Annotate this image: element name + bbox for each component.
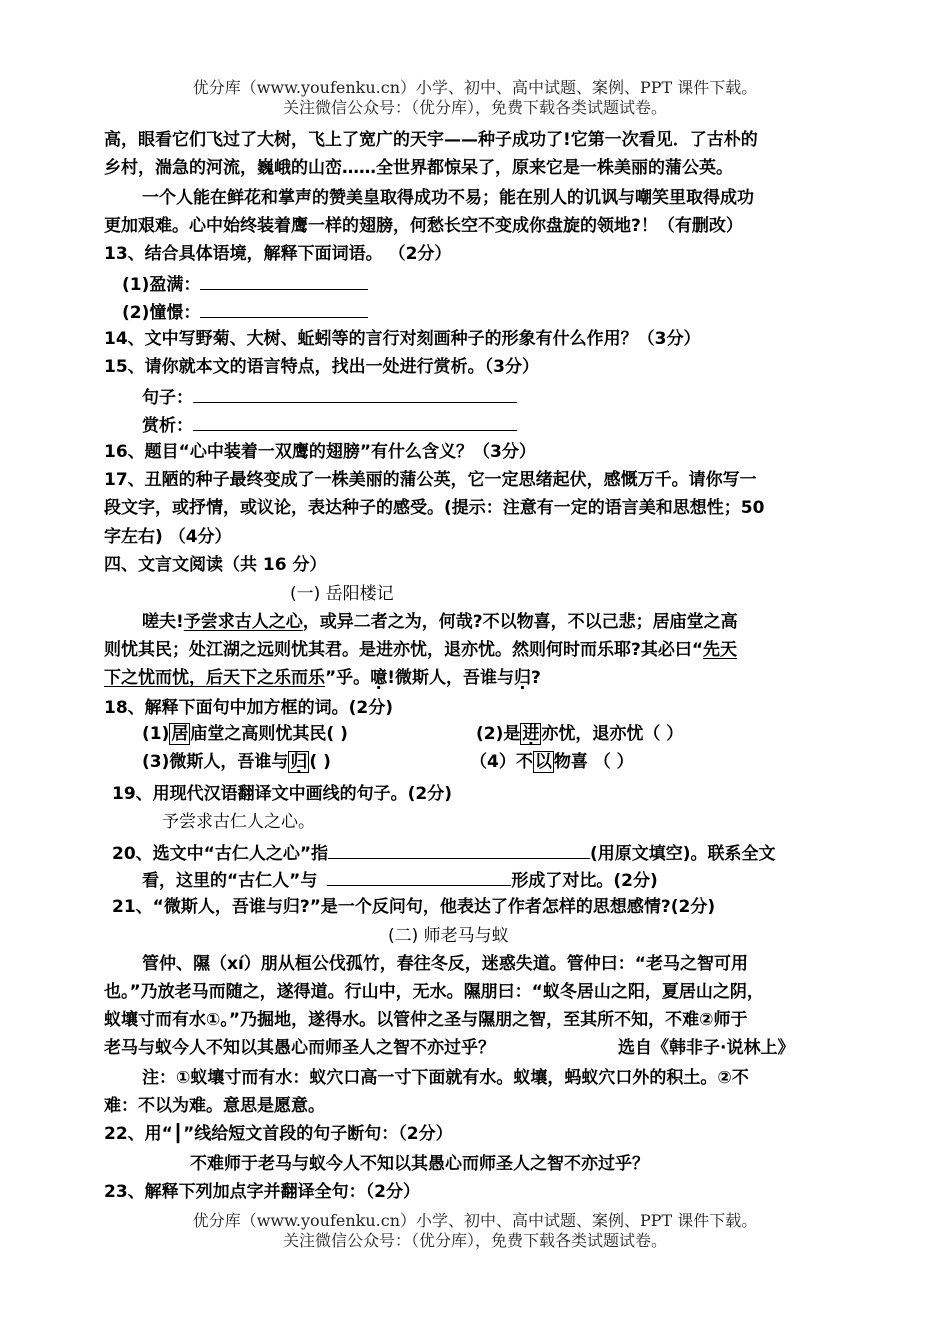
text-span: 形成了对比。(2分)	[511, 871, 658, 891]
classical-text-line: 老马与蚁今人不知以其愚心而师圣人之智不亦过乎？	[104, 1038, 495, 1058]
question-20-line-2	[142, 867, 658, 893]
text-span: (3)微斯人，吾谁与	[142, 752, 289, 772]
passage-line: 更加艰难。心中始终装着鹰一样的翅膀，何愁长空不变成你盘旋的领地?！（有删改）	[104, 216, 743, 236]
text-span: ?	[530, 668, 541, 688]
dotted-character: 噫	[370, 668, 388, 688]
answer-blank[interactable]	[327, 867, 511, 886]
note-line: 难：不以为难。意思是愿意。	[104, 1096, 325, 1116]
q18-item-1	[142, 722, 348, 746]
answer-blank[interactable]	[200, 299, 368, 318]
question-17-line-1: 17、丑陋的种子最终变成了一株美丽的蒲公英，它一定思绪起伏，感慨万千。请你写一	[104, 470, 757, 490]
header-line-1: 优分库（www.youfenku.cn）小学、初中、高中试题、案例、PPT 课件下载。	[192, 78, 758, 97]
dotted-character: 归	[513, 668, 531, 688]
q18-item-3	[142, 750, 331, 774]
classical-text-line: 管仲、隰（xí）朋从桓公伐孤竹，春往冬反，迷惑失道。管仲曰：“老马之智可用	[142, 954, 748, 974]
note-line: 注：①蚁壤寸而有水：蚁穴口高一寸下面就有水。蚁壤，蚂蚁穴口外的积土。②不	[142, 1068, 749, 1088]
passage-line: 高，眼看它们飞过了大树，飞上了宽广的天宇——种子成功了!它第一次看见．了古朴的	[104, 130, 758, 150]
classical-text-line	[104, 666, 541, 690]
passage-line: 一个人能在鲜花和掌声的赞美皇取得成功不易；能在别人的讥讽与嘲笑里取得成功	[142, 188, 754, 208]
underlined-sentence: 下之忧而忧，后天下之乐而乐	[104, 668, 325, 688]
q13-item-2	[122, 299, 368, 325]
source-citation: 选自《韩非子·说林上》	[618, 1038, 795, 1058]
question-20-line-1	[112, 840, 776, 866]
question-17-line-2: 段文字，或抒情，或议论，表达种子的感受。(提示：注意有一定的语言美和思想性；50	[104, 498, 765, 518]
question-18: 18、解释下面句中加方框的词。(2分)	[104, 698, 394, 718]
answer-blank[interactable]	[193, 412, 517, 431]
q13-item-2-label: (2)憧憬：	[122, 303, 201, 323]
text-span: ，或异二者之为，何哉?不以物喜，不以己悲；居庙堂之高	[302, 612, 738, 632]
boxed-character: 进	[522, 724, 540, 744]
text-span: 庙堂之高则忧其民( )	[190, 724, 348, 744]
text-span: 物喜 （ ）	[553, 752, 634, 772]
question-23: 23、解释下列加点字并翻译全句：（2分）	[104, 1182, 420, 1202]
question-15: 15、请你就本文的语言特点，找出一处进行赏析。（3分）	[104, 357, 539, 377]
q15-sentence	[142, 384, 517, 410]
text-span: (1)	[142, 724, 170, 744]
q13-item-1	[122, 271, 368, 297]
text-span: 看，这里的“古仁人”与	[142, 871, 318, 891]
q22-sentence: 不难师于老马与蚁今人不知以其愚心而师圣人之智不亦过乎？	[190, 1154, 649, 1174]
classical-text-line: 也。”乃放老马而随之，遂得道。行山中，无水。隰朋曰：“蚁冬居山之阳，夏居山之阴，	[104, 982, 764, 1002]
classical-text-line	[142, 610, 738, 634]
question-19: 19、用现代汉语翻译文中画线的句子。(2分)	[112, 784, 453, 804]
section-title: 四、文言文阅读（共 16 分）	[104, 555, 327, 575]
text-span: ”乎。	[325, 668, 371, 688]
answer-blank[interactable]	[193, 384, 517, 403]
question-21: 21、“微斯人，吾谁与归?”是一个反问句，他表达了作者怎样的思想感情?(2分)	[112, 897, 716, 917]
question-13: 13、结合具体语境，解释下面词语。 （2分）	[104, 244, 452, 264]
question-16: 16、题目“心中装着一双鹰的翅膀”有什么含义？（3分）	[104, 442, 536, 462]
text-span: (用原文填空)。联系全文	[590, 844, 776, 864]
question-14: 14、文中写野菊、大树、蚯蚓等的言行对刻画种子的形象有什么作用？（3分）	[104, 329, 701, 349]
subsection-title: (一) 岳阳楼记	[290, 584, 394, 604]
passage-line: 乡村，湍急的河流，巍峨的山峦……全世界都惊呆了，原来它是一株美丽的蒲公英。	[104, 158, 733, 178]
boxed-character: 居	[171, 724, 189, 744]
text-span: 则忧其民；处江湖之远则忧其君。是进亦忧，退亦忧。然则何时而乐耶?其必曰“	[104, 640, 704, 660]
text-span: 20、选文中“古仁人之心”指	[112, 844, 329, 864]
q15-analysis-label: 赏析：	[142, 416, 193, 436]
question-17-line-3: 字左右) （4分）	[104, 527, 232, 547]
header-line-2: 关注微信公众号：（优分库），免费下载各类试题试卷。	[282, 98, 667, 117]
classical-text-line	[104, 638, 737, 662]
answer-blank[interactable]	[200, 271, 368, 290]
text-span: (2)是	[476, 724, 521, 744]
answer-blank[interactable]	[328, 840, 590, 859]
underlined-sentence: 先天	[703, 640, 738, 660]
boxed-character: 以	[534, 752, 552, 772]
q18-item-4	[470, 750, 634, 774]
underlined-sentence: 予尝求古人之心	[183, 612, 303, 632]
text-span: !微斯人，吾谁与	[387, 668, 514, 688]
classical-text-line: 蚁壤寸而有水①。”乃掘地，遂得水。以管仲之圣与隰朋之智，至其所不知，不难②师于	[104, 1010, 748, 1030]
text-span: （4）不	[470, 752, 533, 772]
footer-line-1: 优分库（www.youfenku.cn）小学、初中、高中试题、案例、PPT 课件下载。	[192, 1211, 758, 1230]
text-span: ( )	[309, 752, 331, 772]
q13-item-1-label: (1)盈满：	[122, 275, 201, 295]
subsection-title: (二) 师老马与蚁	[388, 926, 509, 946]
q15-sentence-label: 句子：	[142, 388, 193, 408]
footer-line-2: 关注微信公众号：（优分库），免费下载各类试题试卷。	[282, 1231, 667, 1250]
text-span: 亦忧，退亦忧（ ）	[541, 724, 684, 744]
boxed-character: 归	[290, 752, 308, 772]
text-span: 嗟夫!	[142, 612, 184, 632]
q15-analysis	[142, 412, 517, 438]
q18-item-2	[476, 722, 683, 746]
q19-sentence: 予尝求古仁人之心。	[162, 812, 315, 832]
question-22: 22、用“┃”线给短文首段的句子断句：（2分）	[104, 1124, 453, 1144]
